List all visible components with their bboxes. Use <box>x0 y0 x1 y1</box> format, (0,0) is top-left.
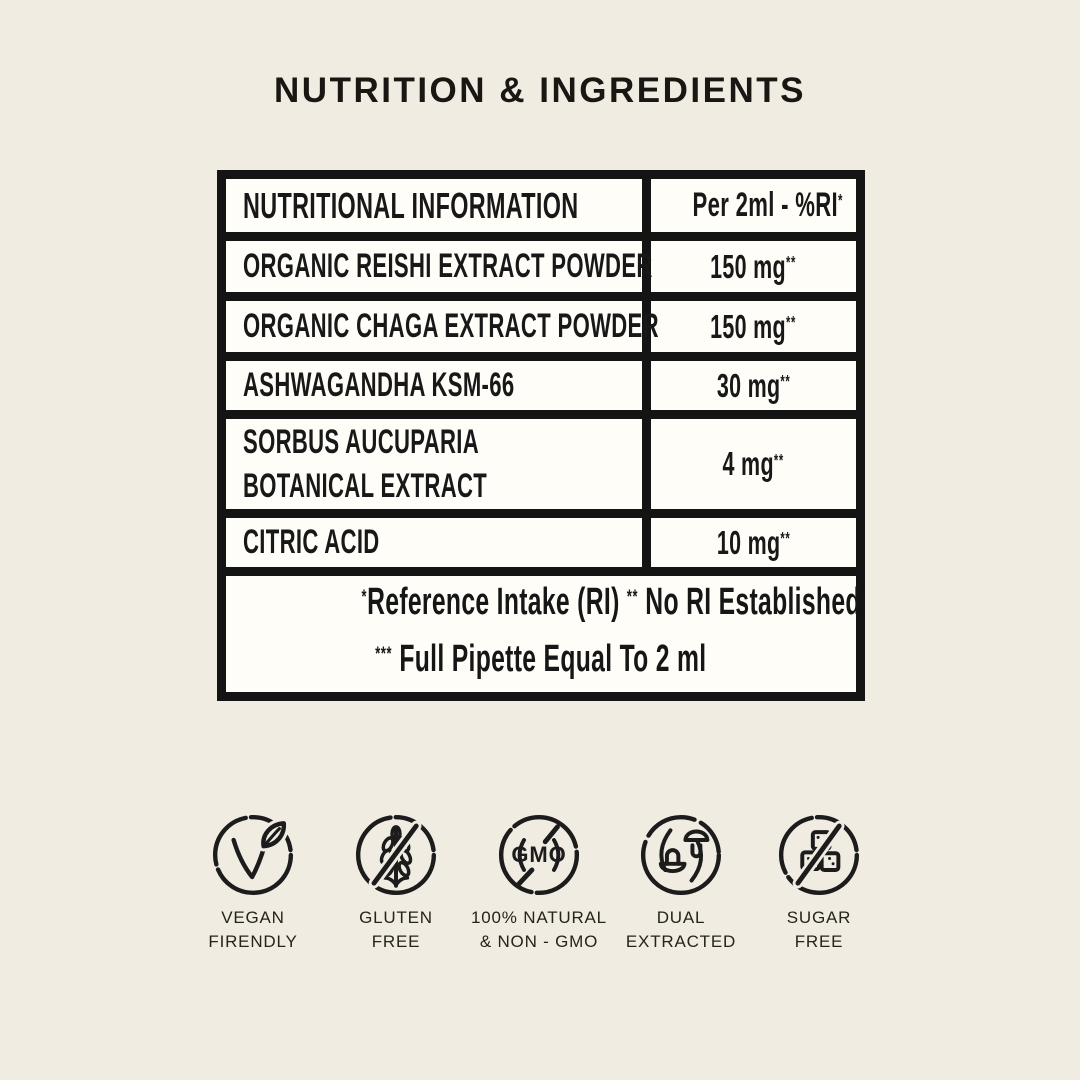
badge-gluten-free <box>321 811 471 954</box>
gluten-free-icon <box>352 811 440 899</box>
badge-dual-extracted <box>606 811 756 954</box>
badge-label: GLUTEN FREE <box>359 908 433 951</box>
nutrition-table <box>217 170 865 701</box>
ingredient-name: ORGANIC CHAGA EXTRACT POWDER <box>222 297 647 357</box>
ingredient-value: 10 mg** <box>646 514 860 572</box>
ingredient-name: ASHWAGANDHA KSM-66 <box>222 357 647 415</box>
non-gmo-icon <box>495 811 583 899</box>
dual-extracted-icon <box>637 811 725 899</box>
ingredient-value: 150 mg** <box>646 297 860 357</box>
table-footnote <box>222 572 861 697</box>
header-nutritional-information: NUTRITIONAL INFORMATION <box>222 175 647 237</box>
badge-label: DUAL EXTRACTED <box>625 908 737 951</box>
table-row <box>222 357 861 415</box>
ingredient-name: SORBUS AUCUPARIA BOTANICAL EXTRACT <box>222 415 647 514</box>
footnote-line-1: *Reference Intake (RI) ** No RI Established <box>361 581 861 623</box>
footnote-line-2: *** Full Pipette Equal To 2 ml <box>375 638 707 680</box>
badge-sugar-free <box>744 811 894 954</box>
page-title: NUTRITION & INGREDIENTS <box>274 71 806 110</box>
table-header-row <box>222 175 861 237</box>
badge-label: 100% NATURAL & NON - GMO <box>471 908 607 951</box>
ingredient-name: ORGANIC REISHI EXTRACT POWDER <box>222 237 647 297</box>
ingredient-value: 30 mg** <box>646 357 860 415</box>
gmo-text: GMO <box>511 842 567 868</box>
table-row <box>222 415 861 514</box>
ingredient-value: 4 mg** <box>646 415 860 514</box>
vegan-icon <box>209 811 297 899</box>
badge-label: VEGAN FIRENDLY <box>208 908 298 951</box>
table-row <box>222 514 861 572</box>
ingredient-value: 150 mg** <box>646 237 860 297</box>
badge-label: SUGAR FREE <box>786 908 852 951</box>
sugar-free-icon <box>775 811 863 899</box>
header-per-2ml-ri: Per 2ml - %RI* <box>646 175 860 237</box>
table-row <box>222 297 861 357</box>
badge-vegan-friendly <box>178 811 328 954</box>
badge-non-gmo <box>464 811 614 954</box>
ingredient-name: CITRIC ACID <box>222 514 647 572</box>
table-footnote-row <box>222 572 861 697</box>
table-row <box>222 237 861 297</box>
